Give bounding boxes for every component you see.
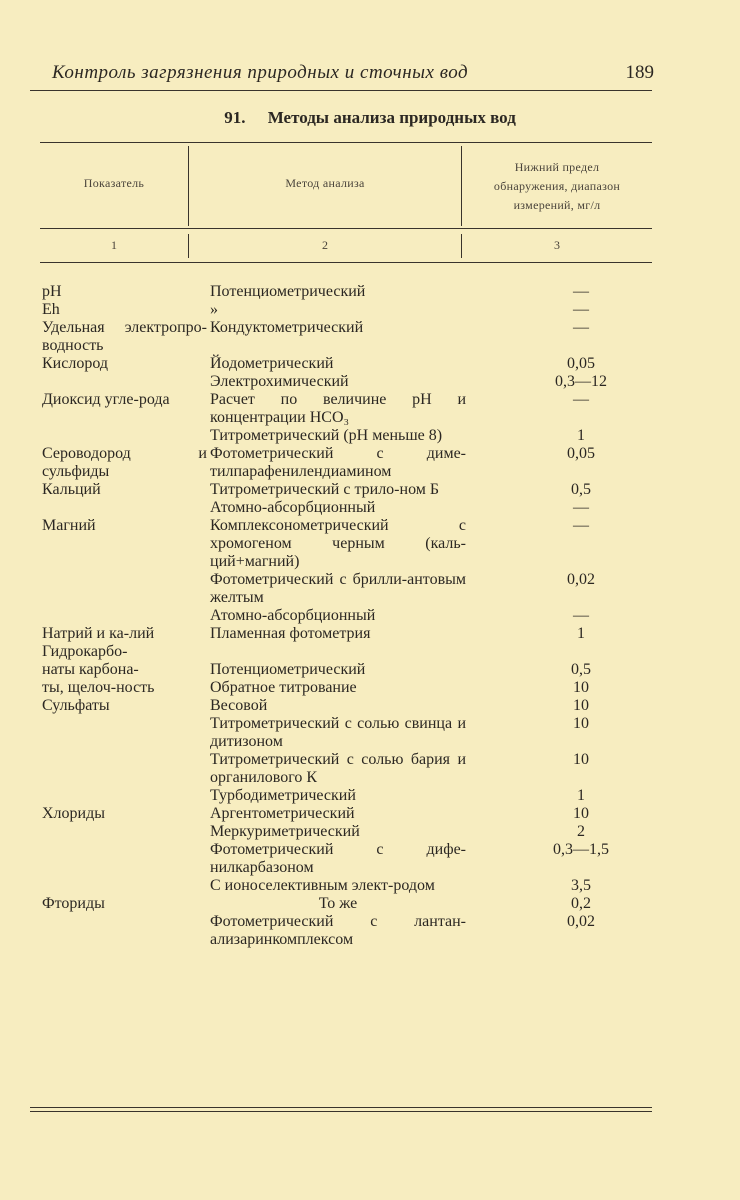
indicator-cell: Удельная электропро-водность — [42, 319, 207, 354]
table-row — [0, 625, 740, 643]
table-row — [0, 823, 740, 841]
column-header-indicator: Показатель — [83, 176, 145, 190]
limit-cell: — — [573, 499, 589, 516]
limit-cell: 0,5 — [571, 661, 591, 678]
table-body — [0, 283, 740, 949]
table-row — [0, 283, 740, 301]
column-number: 2 — [322, 238, 328, 252]
indicator-cell: ты, щелоч-ность — [42, 679, 155, 696]
method-cell: Электрохимический — [210, 373, 349, 390]
method-cell: Фотометрический с брилли-антовым желтым — [210, 571, 466, 606]
limit-cell: 10 — [573, 751, 589, 768]
column-number: 3 — [554, 238, 560, 252]
table-row — [0, 877, 740, 895]
table-row — [0, 913, 740, 949]
column-header-limit-line: Нижний предел — [514, 160, 600, 174]
table-row — [0, 427, 740, 445]
method-cell: Расчет по величине pH и концентрации HCO₃ — [210, 391, 466, 426]
limit-cell: 10 — [573, 697, 589, 714]
method-cell: Турбодиметрический — [210, 787, 356, 804]
limit-cell: 1 — [577, 625, 585, 642]
limit-cell: 1 — [577, 427, 585, 444]
table-number: 91. — [224, 108, 246, 127]
limit-cell: — — [573, 607, 589, 624]
table-row — [0, 319, 740, 355]
limit-cell: 0,5 — [571, 481, 591, 498]
indicator-cell: Сульфаты — [42, 697, 110, 714]
table-row — [0, 679, 740, 697]
method-cell: Обратное титрование — [210, 679, 357, 696]
table-row — [0, 751, 740, 787]
indicator-cell: Eh — [42, 301, 60, 318]
method-cell: Фотометрический с дифе-нилкарбазоном — [210, 841, 466, 876]
limit-cell: 2 — [577, 823, 585, 840]
table-row — [0, 787, 740, 805]
table-row — [0, 499, 740, 517]
method-cell: Фотометрический с лантан-ализаринкомплексом — [210, 913, 466, 948]
indicator-cell: Кислород — [42, 355, 108, 372]
running-header — [30, 58, 656, 86]
table-row — [0, 895, 740, 913]
footer-rule — [30, 1111, 652, 1112]
limit-cell: 0,02 — [567, 913, 595, 930]
limit-cell: 0,05 — [567, 355, 595, 372]
method-cell: Потенциометрический — [210, 283, 366, 300]
limit-cell: 0,2 — [571, 895, 591, 912]
table-row — [0, 607, 740, 625]
limit-cell: — — [573, 301, 589, 318]
header-bottom-rule — [40, 262, 652, 263]
header-mid-rule — [40, 228, 652, 229]
method-cell: Йодометрический — [210, 355, 334, 372]
running-title: Контроль загрязнения природных и сточных вод — [52, 62, 469, 83]
indicator-cell: Кальций — [42, 481, 101, 498]
method-cell: Фотометрический с диме-тилпарафенилендиамином — [210, 445, 466, 480]
method-cell: Потенциометрический — [210, 661, 366, 678]
indicator-cell: Хлориды — [42, 805, 105, 822]
limit-cell: 10 — [573, 805, 589, 822]
indicator-cell: Фториды — [42, 895, 105, 912]
limit-cell: 0,05 — [567, 445, 595, 462]
method-cell: Комплексонометрический с хромогеном черным (каль-ций+магний) — [210, 517, 466, 570]
method-cell: Титрометрический (pH меньше 8) — [210, 427, 443, 444]
column-header-limit-line: измерений, мг/л — [513, 198, 601, 212]
header-rule — [30, 90, 652, 91]
table-row — [0, 571, 740, 607]
table-header — [40, 142, 652, 264]
indicator-cell: pH — [42, 283, 62, 300]
method-cell: Меркуриметрический — [210, 823, 360, 840]
limit-cell: 0,02 — [567, 571, 595, 588]
limit-cell: 0,3—12 — [555, 373, 607, 390]
table-row — [0, 373, 740, 391]
table-caption — [0, 108, 740, 128]
method-cell: Кондуктометрический — [210, 319, 364, 336]
limit-cell: — — [573, 319, 589, 336]
column-number: 1 — [111, 238, 117, 252]
method-cell: Титрометрический с солью бария и органилового К — [210, 751, 466, 786]
method-cell: Весовой — [210, 697, 268, 714]
table-row — [0, 697, 740, 715]
limit-cell: 1 — [577, 787, 585, 804]
table-title: Методы анализа природных вод — [267, 108, 516, 127]
method-cell: Титрометрический с трило-ном Б — [210, 481, 440, 498]
method-cell: Титрометрический с солью свинца и дитизоном — [210, 715, 466, 750]
indicator-cell: Сероводород и сульфиды — [42, 445, 207, 480]
table-row — [0, 355, 740, 373]
table-row — [0, 715, 740, 751]
table-row — [0, 517, 740, 571]
limit-cell: — — [573, 517, 589, 534]
limit-cell: 0,3—1,5 — [553, 841, 609, 858]
limit-cell: — — [573, 283, 589, 300]
limit-cell: 3,5 — [571, 877, 591, 894]
column-header-limit — [462, 160, 652, 213]
method-cell: Аргентометрический — [210, 805, 355, 822]
table-row — [0, 841, 740, 877]
column-header-limit-line: обнаружения, диапазон — [493, 179, 621, 193]
header-top-rule — [40, 142, 652, 143]
table-row — [0, 643, 740, 661]
table-row — [0, 805, 740, 823]
column-header-method: Метод анализа — [285, 176, 365, 190]
page-number: 189 — [625, 62, 654, 83]
table-row — [0, 661, 740, 679]
indicator-cell: Натрий и ка-лий — [42, 625, 155, 642]
method-cell: Атомно-абсорбционный — [210, 499, 376, 516]
table-row — [0, 301, 740, 319]
method-cell: То же — [318, 895, 358, 912]
table-row — [0, 391, 740, 427]
limit-cell: — — [573, 391, 589, 408]
footer-rule — [30, 1107, 652, 1108]
indicator-cell: наты карбона- — [42, 661, 139, 678]
indicator-cell: Гидрокарбо- — [42, 643, 128, 660]
indicator-cell: Магний — [42, 517, 96, 534]
method-cell: С ионоселективным элект-родом — [210, 877, 435, 894]
limit-cell: 10 — [573, 715, 589, 732]
method-cell: Пламенная фотометрия — [210, 625, 371, 642]
method-cell: » — [210, 301, 218, 318]
table-row — [0, 445, 740, 481]
table-row — [0, 481, 740, 499]
limit-cell: 10 — [573, 679, 589, 696]
method-cell: Атомно-абсорбционный — [210, 607, 376, 624]
indicator-cell: Диоксид угле-рода — [42, 391, 170, 408]
